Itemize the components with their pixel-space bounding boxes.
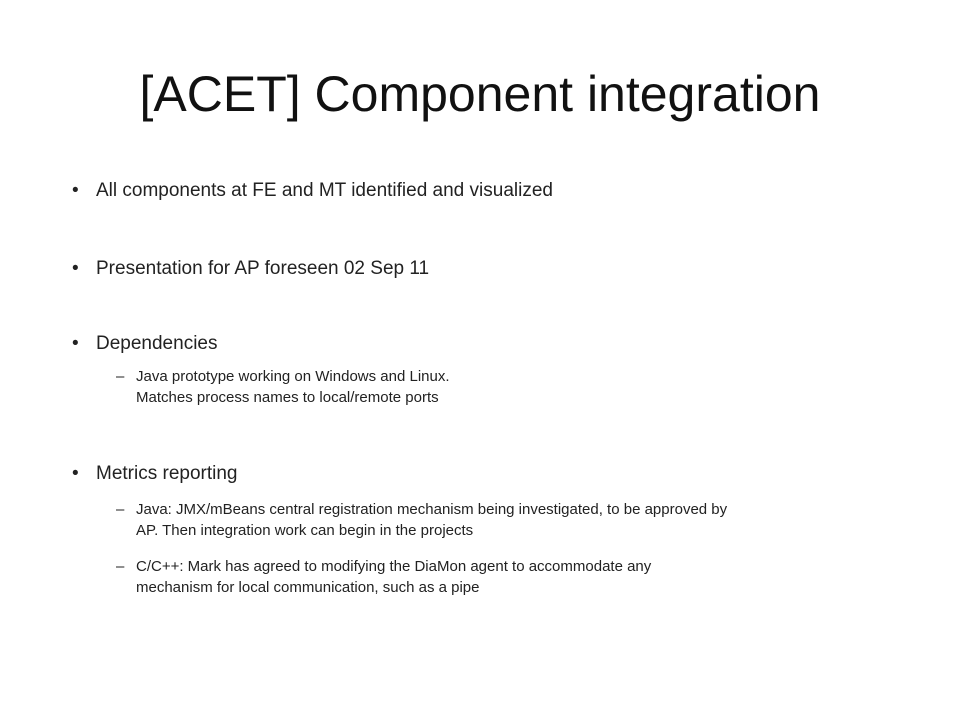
bullet-dot-icon: • xyxy=(72,463,79,484)
sub-bullet-text xyxy=(136,499,906,541)
bullet-text: All components at FE and MT identified and visualized xyxy=(96,180,553,201)
bullet-dot-icon: • xyxy=(72,180,79,201)
sub-bullet-line: AP. Then integration work can begin in the projects xyxy=(136,522,474,539)
dash-icon: – xyxy=(116,501,125,518)
sub-bullet-line: C/C++: Mark has agreed to modifying the DiaMon agent to accommodate any xyxy=(136,558,652,575)
sub-bullet-line: Matches process names to local/remote ports xyxy=(136,389,439,406)
bullet-text: Dependencies xyxy=(96,333,218,354)
dash-icon: – xyxy=(116,558,125,575)
sub-bullet-line: mechanism for local communication, such as a pipe xyxy=(136,579,480,596)
dash-icon: – xyxy=(116,368,125,385)
bullet-text: Presentation for AP foreseen 02 Sep 11 xyxy=(96,258,430,279)
bullet-text: Metrics reporting xyxy=(96,463,238,484)
bullet-dot-icon: • xyxy=(72,333,79,354)
sub-bullet-text xyxy=(136,556,906,598)
bullet-dot-icon: • xyxy=(72,258,79,279)
slide-title: [ACET] Component integration xyxy=(139,66,821,122)
sub-bullet-line: Java: JMX/mBeans central registration mechanism being investigated, to be approved by xyxy=(136,501,728,518)
sub-bullet-line: Java prototype working on Windows and Linux. xyxy=(136,368,450,385)
sub-bullet-text xyxy=(136,366,906,408)
